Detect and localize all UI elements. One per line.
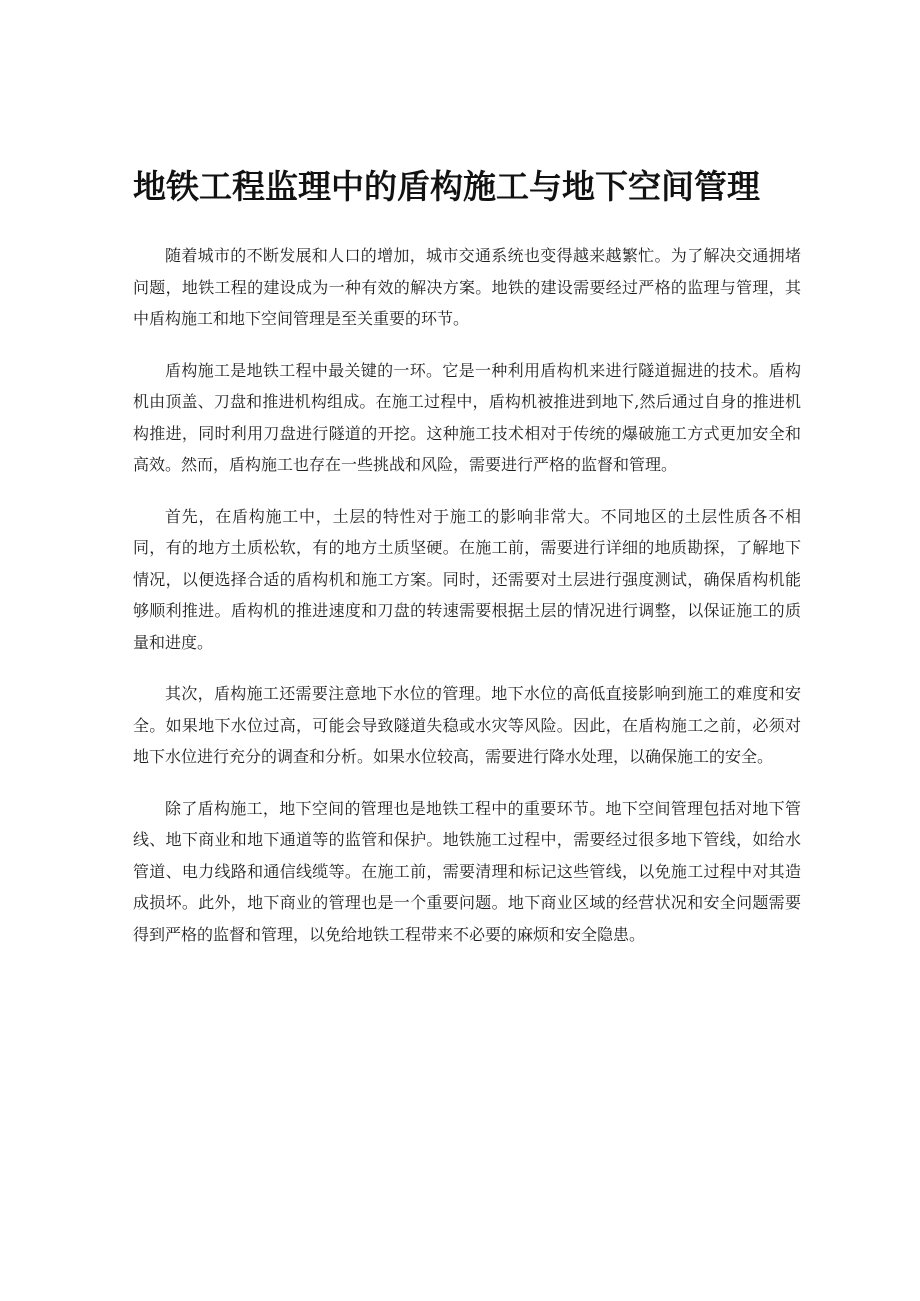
paragraph: 除了盾构施工，地下空间的管理也是地铁工程中的重要环节。地下空间管理包括对地下管线、地下商业和地下通道等的监管和保护。地铁施工过程中，需要经过很多地下管线，如给水管道、电力线路和通信线缆等。在施工前，需要清理和标记这些管线，以免施工过程中对其造成损坏。此外，地下商业的管理也是一个重要问题。地下商业区域的经营状况和安全问题需要得到严格的监督和管理，以免给地铁工程带来不必要的麻烦和安全隐患。 (133, 798, 801, 944)
paragraph: 随着城市的不断发展和人口的增加，城市交通系统也变得越来越繁忙。为了解决交通拥堵问题，地铁工程的建设成为一种有效的解决方案。地铁的建设需要经过严格的监理与管理，其中盾构施工和地下空间管理是至关重要的环节。 (133, 246, 801, 328)
document-title: 地铁工程监理中的盾构施工与地下空间管理 (133, 167, 760, 206)
paragraph: 其次，盾构施工还需要注意地下水位的管理。地下水位的高低直接影响到施工的难度和安全。如果地下水位过高，可能会导致隧道失稳或水灾等风险。因此，在盾构施工之前，必须对地下水位进行充分的调查和分析。如果水位较高，需要进行降水处理，以确保施工的安全。 (133, 684, 801, 766)
document-body (133, 240, 801, 970)
paragraph: 盾构施工是地铁工程中最关键的一环。它是一种利用盾构机来进行隧道掘进的技术。盾构机由顶盖、刀盘和推进机构组成。在施工过程中，盾构机被推进到地下,然后通过自身的推进机构推进，同时利用刀盘进行隧道的开挖。这种施工技术相对于传统的爆破施工方式更加安全和高效。然而，盾构施工也存在一些挑战和风险，需要进行严格的监督和管理。 (133, 360, 801, 474)
paragraph: 首先，在盾构施工中，土层的特性对于施工的影响非常大。不同地区的土层性质各不相同，有的地方土质松软，有的地方土质坚硬。在施工前，需要进行详细的地质勘探，了解地下情况，以便选择合适的盾构机和施工方案。同时，还需要对土层进行强度测试，确保盾构机能够顺利推进。盾构机的推进速度和刀盘的转速需要根据土层的情况进行调整，以保证施工的质量和进度。 (133, 506, 801, 652)
